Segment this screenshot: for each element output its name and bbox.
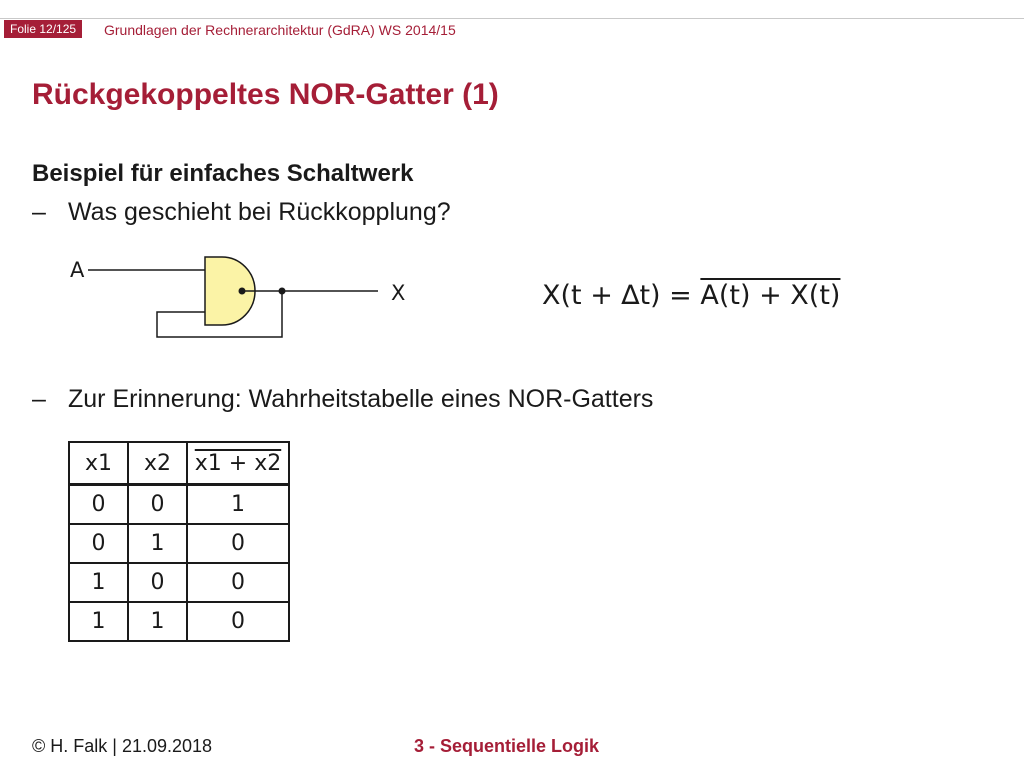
- bullet-feedback-question: [32, 198, 451, 227]
- nor-gate-circuit: [60, 245, 420, 355]
- table-cell: 0: [69, 485, 128, 525]
- nor-truth-table: [68, 441, 290, 642]
- header-nor-result: [187, 442, 289, 485]
- table-cell: 0: [128, 485, 187, 525]
- table-cell: 1: [187, 485, 289, 525]
- table-cell: 1: [69, 602, 128, 641]
- table-row: [69, 524, 289, 563]
- bullet-text: Was geschieht bei Rückkopplung?: [68, 198, 451, 226]
- bullet-dash: –: [32, 385, 46, 413]
- table-cell: 1: [69, 563, 128, 602]
- bullet-dash: –: [32, 198, 46, 226]
- table-cell: 0: [128, 563, 187, 602]
- table-row: [69, 563, 289, 602]
- course-title: Grundlagen der Rechnerarchitektur (GdRA) WS 2014/15: [104, 22, 456, 38]
- bullet-text: Zur Erinnerung: Wahrheitstabelle eines NOR-Gatters: [68, 385, 654, 413]
- table-row: [69, 485, 289, 525]
- feedback-formula: [542, 280, 840, 311]
- formula-lhs: X(t + ∆t) =: [542, 280, 692, 311]
- input-label-a: A: [70, 258, 85, 282]
- header-x1: x1: [69, 442, 128, 485]
- table-cell: 0: [187, 563, 289, 602]
- formula-rhs-overlined: A(t) + X(t): [700, 280, 841, 311]
- table-cell: 0: [69, 524, 128, 563]
- table-header-row: [69, 442, 289, 485]
- table-cell: 1: [128, 602, 187, 641]
- table-cell: 0: [187, 524, 289, 563]
- table-row: [69, 602, 289, 641]
- table-cell: 1: [128, 524, 187, 563]
- bullet-truth-table-intro: [32, 385, 653, 414]
- header-nor-expression: x1 + x2: [194, 450, 282, 476]
- table-cell: 0: [187, 602, 289, 641]
- header-divider: [0, 18, 1024, 19]
- footer-author-date: © H. Falk | 21.09.2018: [32, 736, 213, 756]
- gate-output-dot: [239, 288, 246, 295]
- slide-title: Rückgekoppeltes NOR-Gatter (1): [32, 78, 499, 111]
- slide-number-badge: Folie 12/125: [4, 20, 82, 38]
- header-x2: x2: [128, 442, 187, 485]
- output-label-x: X: [391, 281, 406, 305]
- footer-chapter: 3 - Sequentielle Logik: [414, 736, 600, 756]
- subheading: Beispiel für einfaches Schaltwerk: [32, 160, 414, 187]
